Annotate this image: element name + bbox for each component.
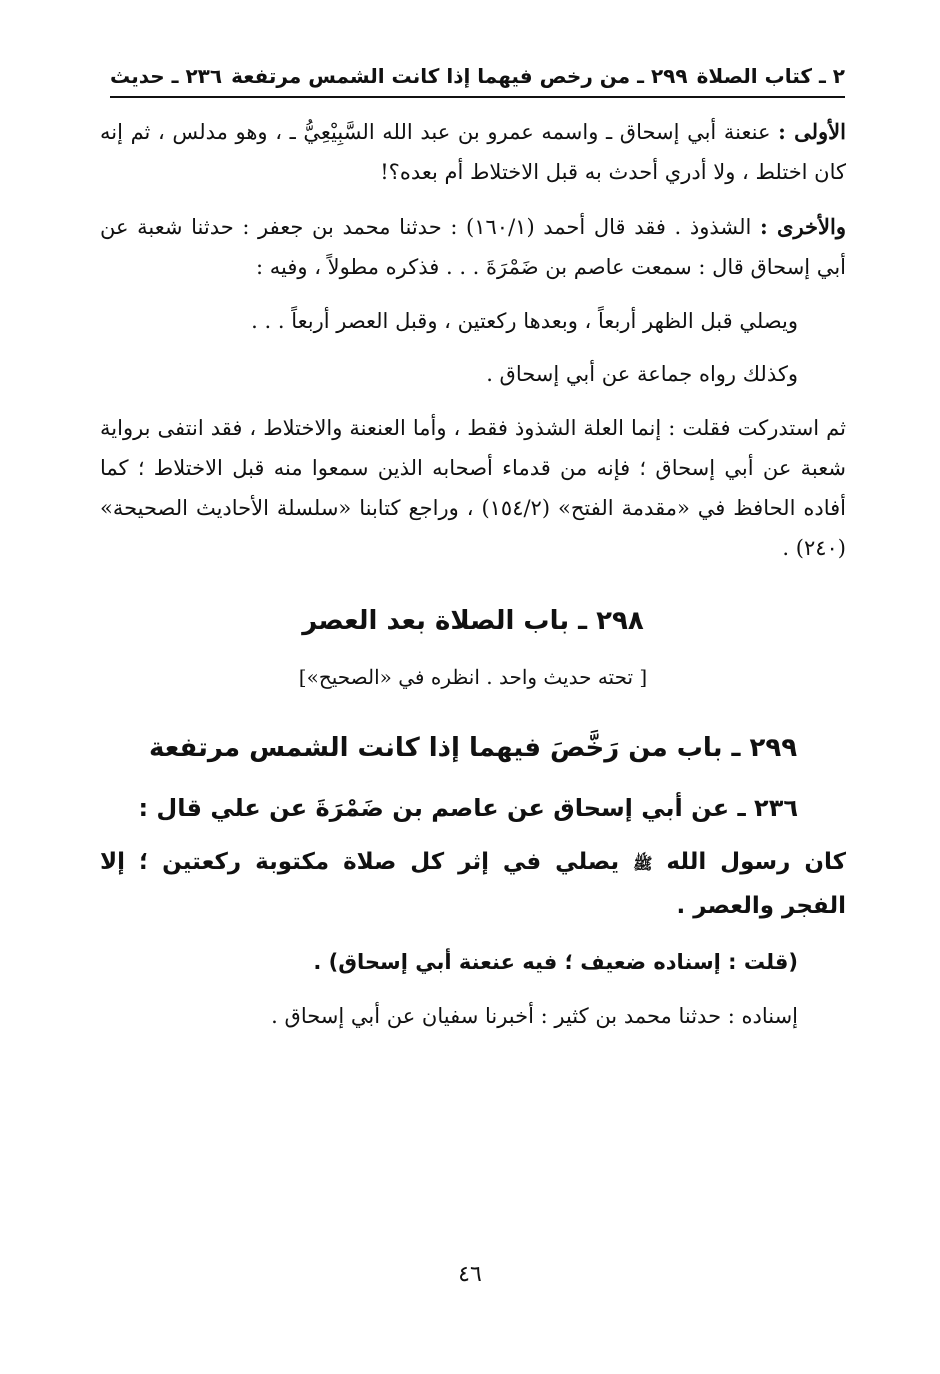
- header-hadith-number: ٢٣٦ ـ حديث: [110, 64, 223, 88]
- paragraph-second-cause: [100, 207, 846, 288]
- paragraph-text: عنعنة أبي إسحاق ـ واسمه عمرو بن عبد الله السَّبِيْعِيُّ ـ ، وهو مدلس ، ثم إنه كان اختلط ، ولا أدري أحدث به قبل الاختلاط أم بعده؟!: [100, 120, 846, 184]
- paragraph-lead: والأخرى :: [760, 213, 846, 239]
- running-header: [110, 58, 845, 94]
- paragraph-correction: ثم استدركت فقلت : إنما العلة الشذوذ فقط ، وأما العنعنة والاختلاط ، فقد انتفى برواية شعبة عن أبي إسحاق ؛ فإنه من قدماء أصحابه الذين سمعوا منه قبل الاختلاط ؛ كما أفاده الحافظ في «مقدمة الفتح» (١٥٤/٢) ، وراجع كتابنا «سلسلة الأحاديث الصحيحة» (٢٤٠) .: [100, 416, 846, 561]
- page-number: ٤٦: [458, 1262, 482, 1287]
- paragraph-text: الشذوذ . فقد قال أحمد (١٦٠/١) : حدثنا محمد بن جعفر : حدثنا شعبة عن أبي إسحاق قال : سمعت عاصم بن ضَمْرَةَ . . . فذكره مطولاً ، وفيه :: [100, 214, 846, 279]
- hadith-text: [100, 841, 846, 928]
- paragraph-first-cause: [100, 112, 846, 193]
- header-book-title: ٢ ـ كتاب الصلاة: [696, 64, 845, 88]
- hadith-text-start: كان رسول الله: [652, 849, 846, 876]
- grading-note: (قلت : إسناده ضعيف ؛ فيه عنعنة أبي إسحاق) .: [313, 949, 798, 974]
- hadith-text-end: يصلي في إثر كل صلاة مكتوبة ركعتين ؛ إلا الفجر والعصر .: [100, 849, 846, 919]
- isnad-line: إسناده : حدثنا محمد بن كثير : أخبرنا سفيان عن أبي إسحاق .: [271, 1003, 798, 1028]
- salla-glyph: ﷺ: [633, 854, 653, 874]
- chapter-title-299: ٢٩٩ ـ باب من رَخَّصَ فيهما إذا كانت الشمس مرتفعة: [148, 733, 798, 764]
- chapter-note-298: [ تحته حديث واحد . انظره في «الصحيح»]: [298, 665, 648, 690]
- paragraph-narrators: وكذلك رواه جماعة عن أبي إسحاق .: [486, 362, 798, 387]
- hadith-heading: ٢٣٦ ـ عن أبي إسحاق عن عاصم بن ضَمْرَةَ عن علي قال :: [138, 793, 798, 822]
- quoted-text: ويصلي قبل الظهر أربعاً ، وبعدها ركعتين ، وقبل العصر أربعاً . . .: [251, 308, 798, 333]
- header-chapter-title: ٢٩٩ ـ من رخص فيهما إذا كانت الشمس مرتفعة: [231, 64, 688, 88]
- page-body: [100, 112, 846, 1050]
- paragraph-lead: الأولى :: [778, 119, 846, 144]
- header-rule: [110, 96, 845, 98]
- chapter-title-298: ٢٩٨ ـ باب الصلاة بعد العصر: [302, 605, 644, 636]
